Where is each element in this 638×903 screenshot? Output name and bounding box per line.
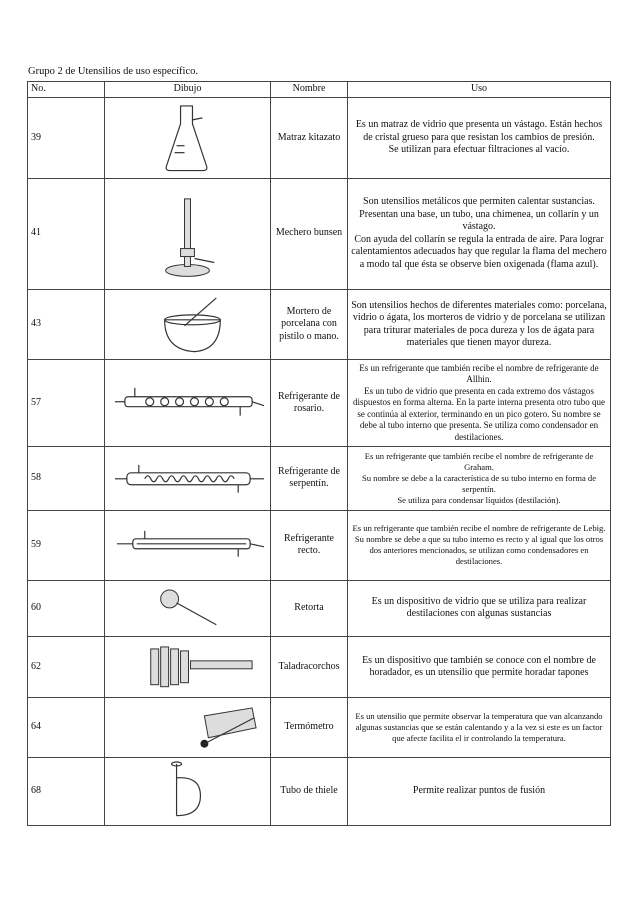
row-uso-line: Es un matraz de vidrio que presenta un vástago. Están hechos de cristal grueso para que resistan los cambios de presión. (355, 119, 603, 143)
row-uso-line: Permite realizar puntos de fusión (412, 785, 546, 797)
retort-icon (105, 581, 270, 636)
row-number: 43 (28, 289, 105, 360)
row-number: 64 (28, 698, 105, 758)
row-uso-line: Es un dispositivo de vidrio que se utiliza para realizar destilaciones con algunas sustancias (371, 595, 587, 620)
row-uso-line: Se utiliza para condensar líquidos (destilación). (397, 494, 561, 505)
header-uso: Uso (348, 82, 611, 98)
bunsen-burner-icon (105, 179, 270, 289)
row-number: 41 (28, 178, 105, 289)
bulb-condenser-icon (105, 360, 270, 445)
table-row (28, 636, 611, 698)
row-uso-line: Es un refrigerante que también recibe el nombre de refrigerante de Lebig. Su nombre se debe a que su tubo interno es recto y al igual que los otros dos anteriores mencionados, se utilizan como condensadores en destilaciones. (352, 523, 606, 567)
table-row (28, 758, 611, 826)
row-name: Tubo de thiele (271, 758, 348, 826)
row-number: 62 (28, 636, 105, 698)
row-number: 57 (28, 360, 105, 446)
row-number: 58 (28, 446, 105, 510)
row-uso-line: Con ayuda del collarín se regula la entrada de aire. Para lograr calentamientos adecuados hay que regular la flama del mechero a modo tal que ésta se observe bien oxigenada (flama azul). (351, 233, 607, 270)
row-name: Refrigerante de serpentín. (271, 446, 348, 510)
row-uso-line: Es un dispositivo que también se conoce con el nombre de horadador, es un utensilio que permite horadar tapones (362, 654, 596, 679)
table-row (28, 98, 611, 179)
table-row (28, 360, 611, 446)
row-name: Taladracorchos (271, 636, 348, 698)
row-name: Retorta (271, 581, 348, 637)
row-uso-line: Es un utensilio que permite observar la temperatura que van alcanzando algunas sustancias que se están calentando y a la vez si este es un factor que afecte facilita el ir controlando la temperatura. (355, 711, 603, 744)
row-number: 68 (28, 758, 105, 826)
header-nombre: Nombre (271, 82, 348, 98)
utensils-table (27, 81, 611, 826)
table-row (28, 446, 611, 510)
cork-borer-icon (105, 637, 270, 698)
row-number: 39 (28, 98, 105, 179)
row-uso-line: Es un refrigerante que también recibe el nombre de refrigerante de Graham. (364, 450, 594, 472)
thermometer-icon (105, 698, 270, 757)
table-row (28, 698, 611, 758)
row-name: Refrigerante recto. (271, 510, 348, 581)
row-uso-line: Son utensilios hechos de diferentes materiales como: porcelana, vidrio o ágata, los morteros de vidrio y de porcelana se utilizan para triturar materiales de poca dureza y los de ágata para materiales que tienen mayor dureza. (351, 299, 607, 349)
row-name: Mechero bunsen (271, 178, 348, 289)
table-row (28, 510, 611, 581)
row-uso-line: Se utilizan para efectuar filtraciones al vacío. (388, 144, 570, 155)
row-number: 60 (28, 581, 105, 637)
table-row (28, 178, 611, 289)
row-name: Matraz kitazato (271, 98, 348, 179)
row-name: Termómetro (271, 698, 348, 758)
row-uso-line: Es un refrigerante que también recibe el nombre de refrigerante de Allhin. (359, 362, 599, 385)
thiele-tube-icon (105, 758, 270, 825)
row-uso-line: Es un tubo de vidrio que presenta en cada extremo dos vástagos dispuestos en forma alterna. En la parte interna presenta otro tubo que se continúa al exterior, terminando en un pico gotero. Su nombre se debe al tubo interno que presenta. Se utiliza como condensador en destilaciones. (353, 385, 605, 442)
mortar-pestle-icon (105, 290, 270, 360)
table-row (28, 581, 611, 637)
erlenmeyer-flask-icon (105, 98, 270, 178)
table-caption: Grupo 2 de Utensilios de uso específico. (28, 66, 199, 77)
coil-condenser-icon (105, 447, 270, 510)
straight-condenser-icon (105, 511, 270, 581)
row-name: Refrigerante de rosario. (271, 360, 348, 446)
row-uso-line: Son utensilios metálicos que permiten calentar sustancias. (363, 196, 595, 208)
row-uso-line: Su nombre se debe a la característica de su tubo interno en forma de serpentín. (361, 472, 597, 494)
row-number: 59 (28, 510, 105, 581)
header-no: No. (28, 82, 105, 98)
table-header-row (28, 82, 611, 98)
row-uso-line: Presentan una base, un tubo, una chimenea, un collarín y un vástago. (359, 208, 599, 233)
row-name: Mortero de porcelana con pistilo o mano. (271, 289, 348, 360)
table-row (28, 289, 611, 360)
header-dibujo: Dibujo (105, 82, 271, 98)
